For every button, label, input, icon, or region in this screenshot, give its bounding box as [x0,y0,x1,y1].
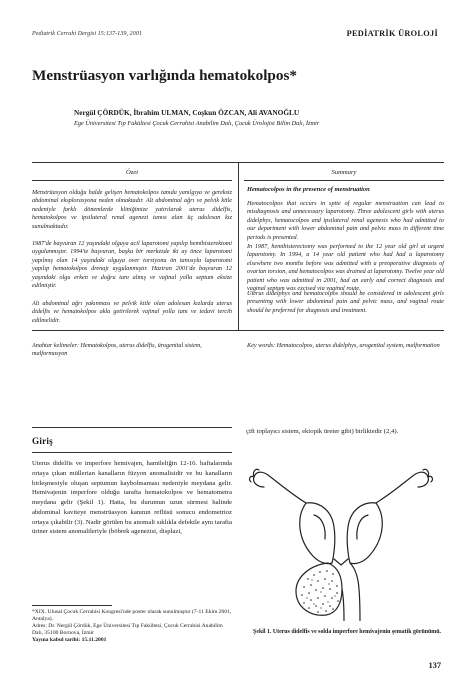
figure-caption: Şekil 1. Uterus didelfis ve solda imperfore hemivajenin şematik görünümü. [253,629,441,635]
ozet-paragraph-3: Alt abdominal ağrı yakınması ve pelvik kitle olan adolesan kızlarda uterus didelfis ve hematokolpos akla getirilerek vajinal yolla tanı ve tedavi tercih edilmelidir. [32,300,232,324]
ozet-keywords: Anahtar kelimeler: Hematokolpos, uterus didelfis, ürogenital sistem, malformasyon [32,342,202,358]
ozet-paragraph-2: 1987'de başvuran 12 yaşındaki olguya acil laparotomi yapılıp hemihisterektomi uygulanmıştır. 1994'te başvuran, başka bir merkezde iki ay önce laparotomi yapılmış olan 14 yaşındaki olguya over torsiyonu ön tanısıyla laparotomi yapılıp hematokolpos drenajı uygulanmıştır. Haziran 2001'de başvuran 12 yaşındaki olgu erken ve doğru tanı almış ve vajinal yolla septum eksize edilmiştir. [32,240,232,290]
footnote-presentation: *XIX. Ulusal Çocuk Cerrahisi Kongresi'nde poster olarak sunulmuştur (7-11 Ekim 2001, Antalya). [32,609,232,623]
giris-heading: Giriş [32,436,53,446]
summary-keywords: Key words: Hematocolpos, uterus didelphys, urogenital system, malformation [247,342,440,349]
abstract-column-divider [238,162,239,330]
footnote-address: Adres: Dr. Nergül Çördük, Ege Üniversitesi Tıp Fakültesi, Çocuk Cerrahisi Anabilim Dalı, 35100 Bornova, İzmir [32,623,223,637]
right-column-text: çift toplayıcı sistem, ektopik üreter gibi) birliktedir (2,4). [246,428,399,435]
authors: Nergül ÇÖRDÜK, İbrahim ULMAN, Coşkun ÖZCAN, Ali AVANOĞLU [74,108,300,117]
journal-citation: Pediatrik Cerrahi Dergisi 15:137-139, 2001 [32,30,142,37]
giris-body: Uterus didelfis ve imperfore hemivajen, hamileliğin 12-16. haftalarında ortaya çıkan müllerian kanalların füzyon anomalisidir ve bu kanalların birleşmesiyle oluşan septumun kaybolmaması nedeniyle meydana gelir. Hemivajenin imperfore olduğu tarafta hematokolpos ve hematometra meydana gelir (Şekil 1). Hatta, bu durumun uzun sürmesi halinde abdominal kaviteye menstrüasyon kanının reflüsü sonucu endometrioz ortaya çıkabilir (3). Nadir görülen bu anomali sıklıkla defektle aynı tarafta üriner sistem anomalileriyle (böbrek agenezisi, displazi, [32,460,232,536]
ozet-paragraph-1: Menstrüasyon olduğu halde gelişen hematokolpos tanıda yanılgıya ve gereksiz abdominal eksplorasyona neden olmaktadır. Alt abdominal ağrı ve pelvik kitle nedeniyle farklı dönemlerde kliniğimize yatırılarak uterus didelfis, hematokolpos ve ipsilateral renal agenezi tanısı alan üç adolesan kız sunulmaktadır. [32,189,232,230]
section-tag: PEDİATRİK ÜROLOJİ [346,29,438,38]
affiliation: Ege Üniversitesi Tıp Fakültesi Çocuk Cerrahisi Anabilim Dalı, Çocuk Ürolojisi Bilim Dalı, İzmir [74,120,320,127]
hematocolpos-sac [296,563,342,615]
left-uterine-horn [300,503,332,564]
abstract-bottom-rule [32,330,444,331]
ozet-heading: Özet [125,169,139,176]
ozet-heading-rule [32,180,232,181]
giris-bottom-rule [32,452,232,453]
footnote-acceptance-date: Yayına kabul tarihi: 15.11.2001 [32,637,107,644]
patent-hemivagina [350,563,360,621]
article-title: Menstrüasyon varlığında hematokolpos* [32,67,297,84]
septum [334,559,348,565]
page-number: 137 [428,661,441,670]
summary-paragraph-3: Uterus didelphys and hematocolpos should be considered in adolescent girls presenting with lower abdominal pain and pelvic mass, and vaginal route should be preferred for diagnosis and treatment. [247,290,444,314]
uterus-didelphys-figure [242,459,440,621]
hematocolpos-stipple [301,570,339,613]
summary-heading-rule [244,180,444,181]
right-uterine-horn [350,503,382,564]
left-tube [254,472,306,503]
footnote-rule [32,605,112,606]
giris-top-rule [32,427,232,428]
right-tube [376,472,428,503]
footnote [32,609,232,644]
summary-heading: Summary [331,169,357,176]
summary-paragraph-1: Hematocolpos that occurs in spite of regular menstruation can lead to misdiagnosis and unnecessary laparotomy. Three adolescent girls with uterus didelphys, hematocolpos and ipsilateral renal agenesis who had admitted to our department with lower abdominal pain and pelvic mass in different time periods is presented. [247,200,444,241]
summary-paragraph-2: In 1987, hemihisterectomy was performed to the 12 year old girl at urgent laparotomy. In 1994, a 14 year old patient who had had a laparotomy elsewhere two months before was admitted with a preoperative diagnosis of ovarian torsion, and hematocolpos was drained at laparotomy. Twelve year old patient who was admitted in 2001, had an early and correct diagnosis and vaginal septum was excised via vaginal route. [247,243,444,293]
summary-subtitle: Hematocolpos in the presence of menstruation [247,186,370,193]
